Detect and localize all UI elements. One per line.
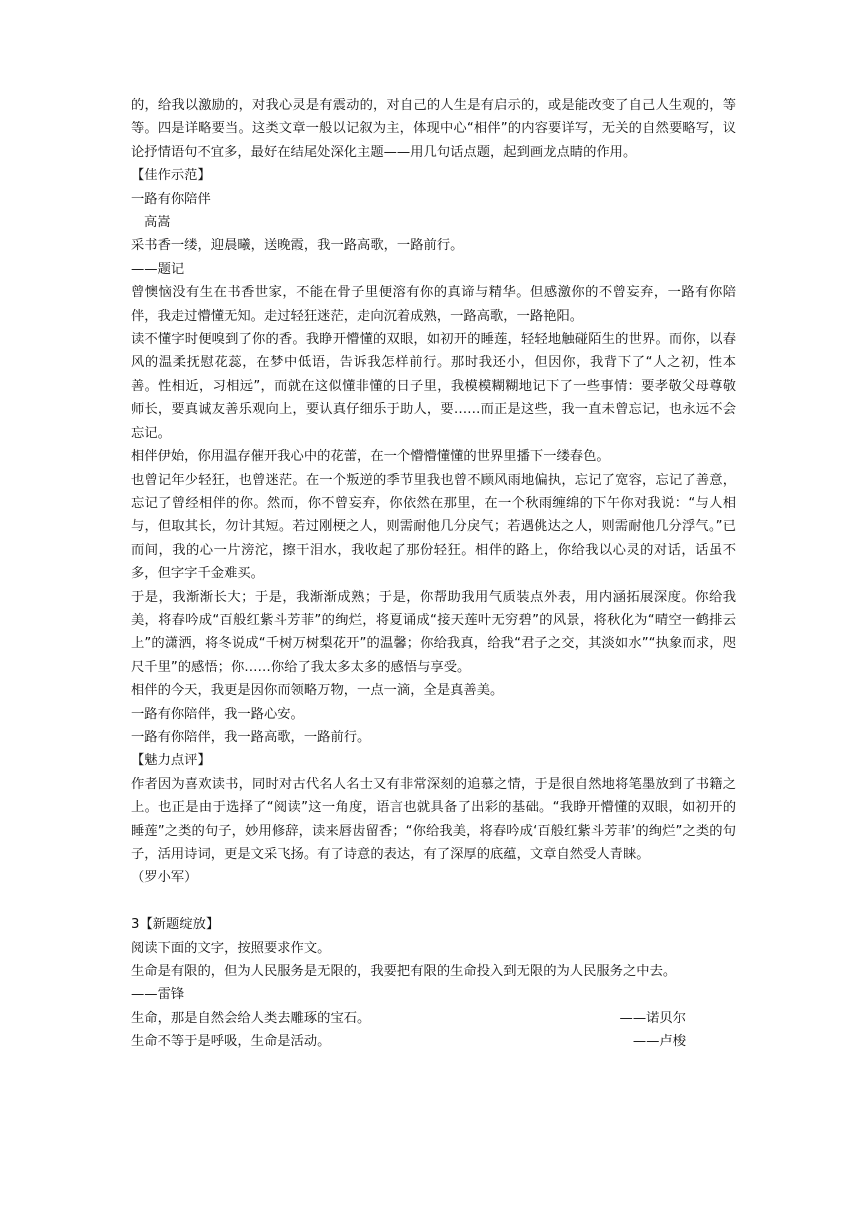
comment-reviewer: （罗小军） — [131, 870, 198, 886]
document-page — [131, 94, 736, 1054]
essay-paragraph: 相伴的今天，我更是因你而领略万物，一点一滴，全是真善美。 — [131, 683, 504, 699]
comment-section-heading: 【魅力点评】 — [131, 753, 211, 769]
essay-paragraph: 读不懂字时便嗅到了你的香。我睁开懵懂的双眼，如初开的睡莲，轻轻地触碰陌生的世界。而你，以春风的温柔抚慰花蕊，在梦中低语，告诉我怎样前行。那时我还小，但因你，我背下了“人之初，性本善。性相近，习相远”，而就在这似懂非懂的日子里，我模模糊糊地记下了一些事情：要孝敬父母尊敬师长，要真诚友善乐观向上，要认真仔细乐于助人，要……而正是这些，我一直未曾忘记，也永远不会忘记。 — [131, 332, 736, 441]
topic-instruction: 阅读下面的文字，按照要求作文。 — [131, 940, 331, 956]
topic-quote: 生命不等于是呼吸，生命是活动。 — [131, 1034, 331, 1050]
quote-source: ——雷锋 — [131, 987, 185, 1003]
essay-epigraph: 采书香一缕，迎晨曦，送晚霞，我一路高歌，一路前行。 — [131, 238, 464, 254]
section-spacer — [131, 890, 736, 913]
topic-quote: 生命是有限的，但为人民服务是无限的，我要把有限的生命投入到无限的为人民服务之中去。 — [131, 964, 677, 980]
topic-quote: 生命，那是自然会给人类去雕琢的宝石。 — [131, 1010, 371, 1026]
essay-paragraph: 曾懊恼没有生在书香世家，不能在骨子里便溶有你的真谛与精华。但感激你的不曾妄弃，一路有你陪伴，我走过懵懂无知。走过轻狂迷茫，走向沉着成熟，一路高歌，一路艳阳。 — [131, 285, 736, 324]
essay-paragraph: 一路有你陪伴，我一路高歌，一路前行。 — [131, 729, 371, 745]
essay-paragraph: 也曾记年少轻狂，也曾迷茫。在一个叛逆的季节里我也曾不顾风雨地偏执，忘记了宽容，忘记了善意，忘记了曾经相伴的你。然而，你不曾妄弃，你依然在那里，在一个秋雨缠绵的下午你对我说：“与人相与，但取其长，勿计其短。若过刚梗之人，则需耐他几分戾气；若遇佻达之人，则需耐他几分浮气。”已而间，我的心一片滂沱，擦干泪水，我收起了那份轻狂。相伴的路上，你给我以心灵的对话，话虽不多，但字字千金难买。 — [131, 472, 736, 582]
intro-paragraph: 的，给我以激励的，对我心灵是有震动的，对自己的人生是有启示的，或是能改变了自己人生观的，等等。四是详略要当。这类文章一般以记叙为主，体现中心“相伴”的内容要详写，无关的自然要略写，议论抒情语句不宜多，最好在结尾处深化主题——用几句话点题，起到画龙点睛的作用。 — [131, 98, 736, 160]
essay-paragraph: 一路有你陪伴，我一路心安。 — [131, 706, 304, 722]
quote-source: ——卢梭 — [632, 1034, 686, 1050]
essay-paragraph: 于是，我渐渐长大；于是，我渐渐成熟；于是，你帮助我用气质装点外表，用内涵拓展深度。你给我美，将春吟成“百般红紫斗芳菲”的绚烂，将夏诵成“接天莲叶无穷碧”的风景，将秋化为“晴空一鹤排云上”的潇洒，将冬说成“千树万树梨花开”的温馨；你给我真，给我“君子之交，其淡如水”“执象而求，咫尺千里”的感悟；你……你给了我太多太多的感悟与享受。 — [131, 589, 736, 675]
epigraph-source: ——题记 — [131, 261, 185, 277]
essay-author: 高嵩 — [144, 215, 171, 231]
topic-quote-row — [131, 1030, 736, 1053]
quote-source: ——诺贝尔 — [619, 1010, 686, 1026]
comment-paragraph: 作者因为喜欢读书，同时对古代名人名士又有非常深刻的追慕之情，于是很自然地将笔墨放到了书籍之上。也正是由于选择了“阅读”这一角度，语言也就具备了出彩的基础。“我睁开懵懂的双眼，如初开的睡莲”之类的句子，妙用修辞，读来唇齿留香；“你给我美，将春吟成‘百般红紫斗芳菲’的绚烂”之类的句子，活用诗词，更是文采飞扬。有了诗意的表达，有了深厚的底蕴，文章自然受人青睐。 — [131, 776, 736, 862]
example-section-heading: 【佳作示范】 — [131, 168, 211, 184]
new-topic-heading: 3【新题绽放】 — [131, 917, 220, 933]
topic-quote-row — [131, 1007, 736, 1030]
essay-paragraph: 相伴伊始，你用温存催开我心中的花蕾，在一个懵懵懂懂的世界里播下一缕春色。 — [131, 449, 610, 465]
essay-title: 一路有你陪伴 — [131, 191, 211, 207]
